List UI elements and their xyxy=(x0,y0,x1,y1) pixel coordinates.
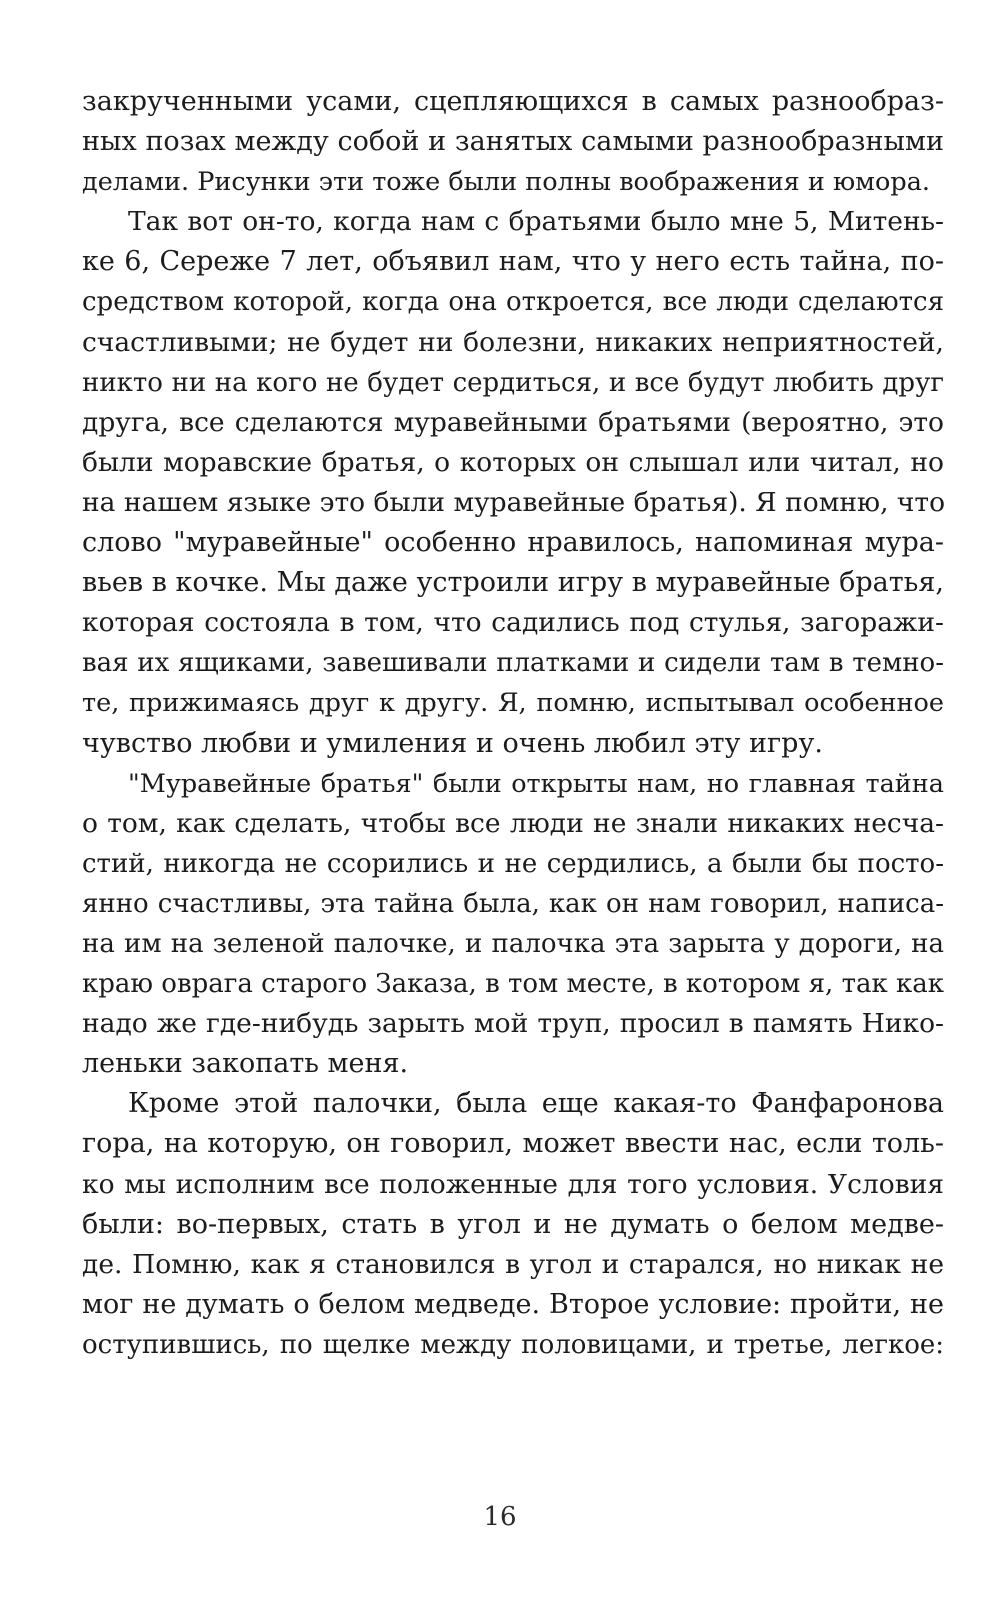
text-line: краю оврага старого Заказа, в том месте, в котором я, так как xyxy=(82,969,944,1000)
text-line: о том, как сделать, чтобы все люди не знали никаких несча- xyxy=(82,807,944,839)
text-line: средством которой, когда она откроется, все люди сделаются xyxy=(82,287,944,318)
text-line: были: во-первых, стать в угол и не думать о белом медве- xyxy=(82,1208,944,1240)
text-line: де. Помню, как я становился в угол и старался, но никак не xyxy=(82,1248,944,1280)
paragraph-first-line: Кроме этой палочки, была еще какая-то Фанфаронова xyxy=(128,1088,944,1120)
text-line: на им на зеленой палочке, и палочка эта зарыта у дороги, на xyxy=(82,928,944,959)
text-line: ке 6, Сереже 7 лет, объявил нам, что у него есть тайна, по- xyxy=(82,246,944,278)
text-line: на нашем языке это были муравейные братья). Я помню, что xyxy=(82,486,946,518)
text-line: янно счастливы, эта тайна была, как он нам говорил, написа- xyxy=(82,888,944,919)
paragraph-first-line: "Муравейные братья" были открыты нам, но главная тайна xyxy=(128,768,944,799)
text-line: вая их ящиками, завешивали платками и сидели там в темно- xyxy=(82,648,944,679)
text-line: закрученными усами, сцепляющихся в самых разнообраз- xyxy=(82,86,944,117)
text-line: надо же где-нибудь зарыть мой труп, просил в память Нико- xyxy=(82,1008,944,1040)
text-line: ных позах между собой и занятых самыми разнообразными xyxy=(82,126,944,158)
text-line: слово "муравейные" особенно нравилось, напоминая мура- xyxy=(82,527,944,559)
page-number: 16 xyxy=(483,1502,517,1532)
body-text xyxy=(82,82,944,1365)
text-line: ко мы исполним все положенные для того условия. Условия xyxy=(82,1168,944,1200)
text-line: те, прижимаясь друг к другу. Я, помню, испытывал особенное xyxy=(82,688,944,719)
text-line: никто ни на кого не будет сердиться, и все будут любить друг xyxy=(82,367,944,398)
paragraph-first-line: Так вот он-то, когда нам с братьями было мне 5, Митень- xyxy=(128,206,944,238)
text-line: стий, никогда не ссорились и не сердились, а были бы посто- xyxy=(82,848,944,879)
text-line: которая состояла в том, что садились под стулья, загоражи- xyxy=(82,607,944,639)
text-line: вьев в кочке. Мы даже устроили игру в муравейные братья, xyxy=(82,567,944,599)
text-line: чувство любви и умиления и очень любил эту игру. xyxy=(82,727,823,759)
text-line: счастливыми; не будет ни болезни, никаких неприятностей, xyxy=(82,326,944,358)
text-line: гора, на которую, он говорил, может ввести нас, если толь- xyxy=(82,1128,944,1160)
text-line: леньки закопать меня. xyxy=(82,1048,409,1080)
text-line: оступившись, по щелке между половицами, и третье, легкое: xyxy=(82,1329,944,1360)
text-line: делами. Рисунки эти тоже были полны воображения и юмора. xyxy=(82,167,930,198)
text-line: мог не думать о белом медведе. Второе условие: пройти, не xyxy=(82,1288,944,1320)
text-line: были моравские братья, о которых он слышал или читал, но xyxy=(82,446,944,478)
text-line: друга, все сделаются муравейными братьями (вероятно, это xyxy=(82,406,944,438)
